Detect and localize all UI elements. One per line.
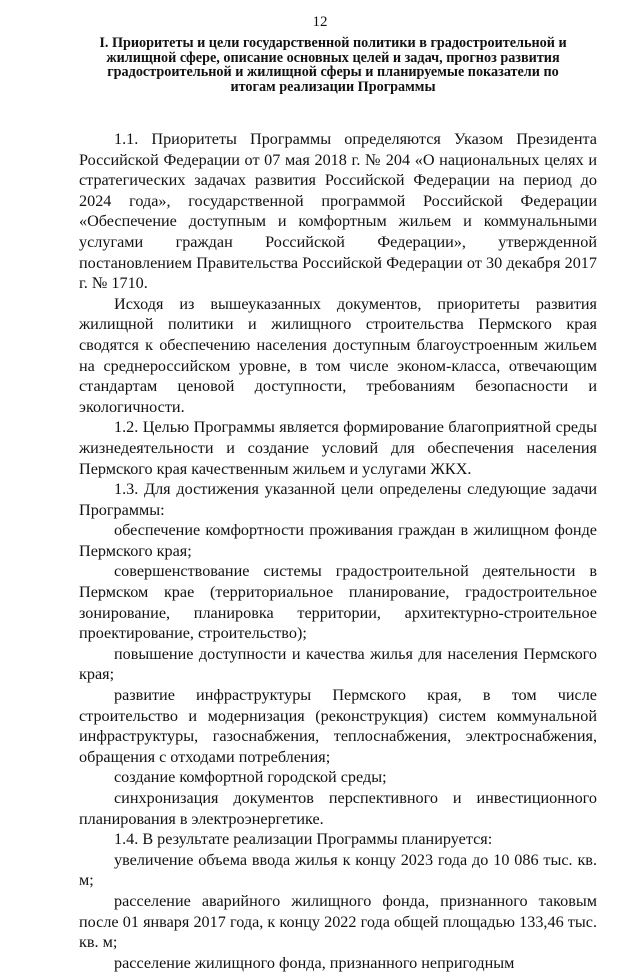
paragraph-housing-policy-priorities: Исходя из вышеуказанных документов, приоритеты развития жилищной политики и жилищного строительства Пермского края сводятся к обеспечению населения доступным благоустроенным жильем на среднероссийском уровне, в том числе эконом-класса, отвечающим стандартам ценовой доступности, требованиям безопасности и экологичности. xyxy=(79,294,597,416)
result-item-housing-volume: увеличение объема ввода жилья к концу 2023 года до 10 086 тыс. кв. м; xyxy=(79,850,597,890)
section-heading: I. Приоритеты и цели государственной политики в градостроительной и жилищной сфере, описание основных целей и задач, прогноз развития градостроительной и жилищной сферы и планируемые показатели по итогам реализации Программы xyxy=(99,35,567,95)
result-item-unfit-resettlement: расселение жилищного фонда, признанного непригодным xyxy=(114,953,515,972)
task-item-housing-availability: повышение доступности и качества жилья для населения Пермского края; xyxy=(79,644,597,684)
paragraph-1-3-tasks-intro: 1.3. Для достижения указанной цели определены следующие задачи Программы: xyxy=(79,480,597,519)
task-item-urban-planning: совершенствование системы градостроительной деятельности в Пермском крае (территориальное планирование, градостроительное зонирование, планировка территории, архитектурно-строительное проектирование, строительство); xyxy=(79,562,597,643)
document-body xyxy=(79,129,597,973)
paragraph-1-2-goal: 1.2. Целью Программы является формирование благоприятной среды жизнедеятельности и создание условий для обеспечения населения Пермского края качественным жильем и услугами ЖКХ. xyxy=(79,418,597,478)
result-item-emergency-resettlement: расселение аварийного жилищного фонда, признанного таковым после 01 января 2017 года, к концу 2022 года общей площадью 133,46 тыс. кв. м; xyxy=(79,891,597,952)
paragraph-1-4-results-intro: 1.4. В результате реализации Программы планируется: xyxy=(114,830,493,849)
task-item-comfort: обеспечение комфортности проживания граждан в жилищном фонде Пермского края; xyxy=(79,521,597,560)
task-item-urban-environment: создание комфортной городской среды; xyxy=(114,768,387,787)
paragraph-1-1-priorities: 1.1. Приоритеты Программы определяются Указом Президента Российской Федерации от 07 мая 2018 г. № 204 «О национальных целях и стратегических задачах развития Российской Федерации на период до 2024 года», государственной программой Российской Федерации «Обеспечение доступным и комфортным жильем и коммунальными услугами граждан Российской Федерации», утвержденной постановлением Правительства Российской Федерации от 30 декабря 2017 г. № 1710. xyxy=(79,130,597,293)
task-item-infrastructure: развитие инфраструктуры Пермского края, в том числе строительство и модернизация (реконструкция) систем коммунальной инфраструктуры, газоснабжения, теплоснабжения, электроснабжения, обращения с отходами потребления; xyxy=(79,686,597,766)
page-number: 12 xyxy=(312,14,328,30)
task-item-energy-planning: синхронизация документов перспективного и инвестиционного планирования в электроэнергетике. xyxy=(79,789,597,828)
